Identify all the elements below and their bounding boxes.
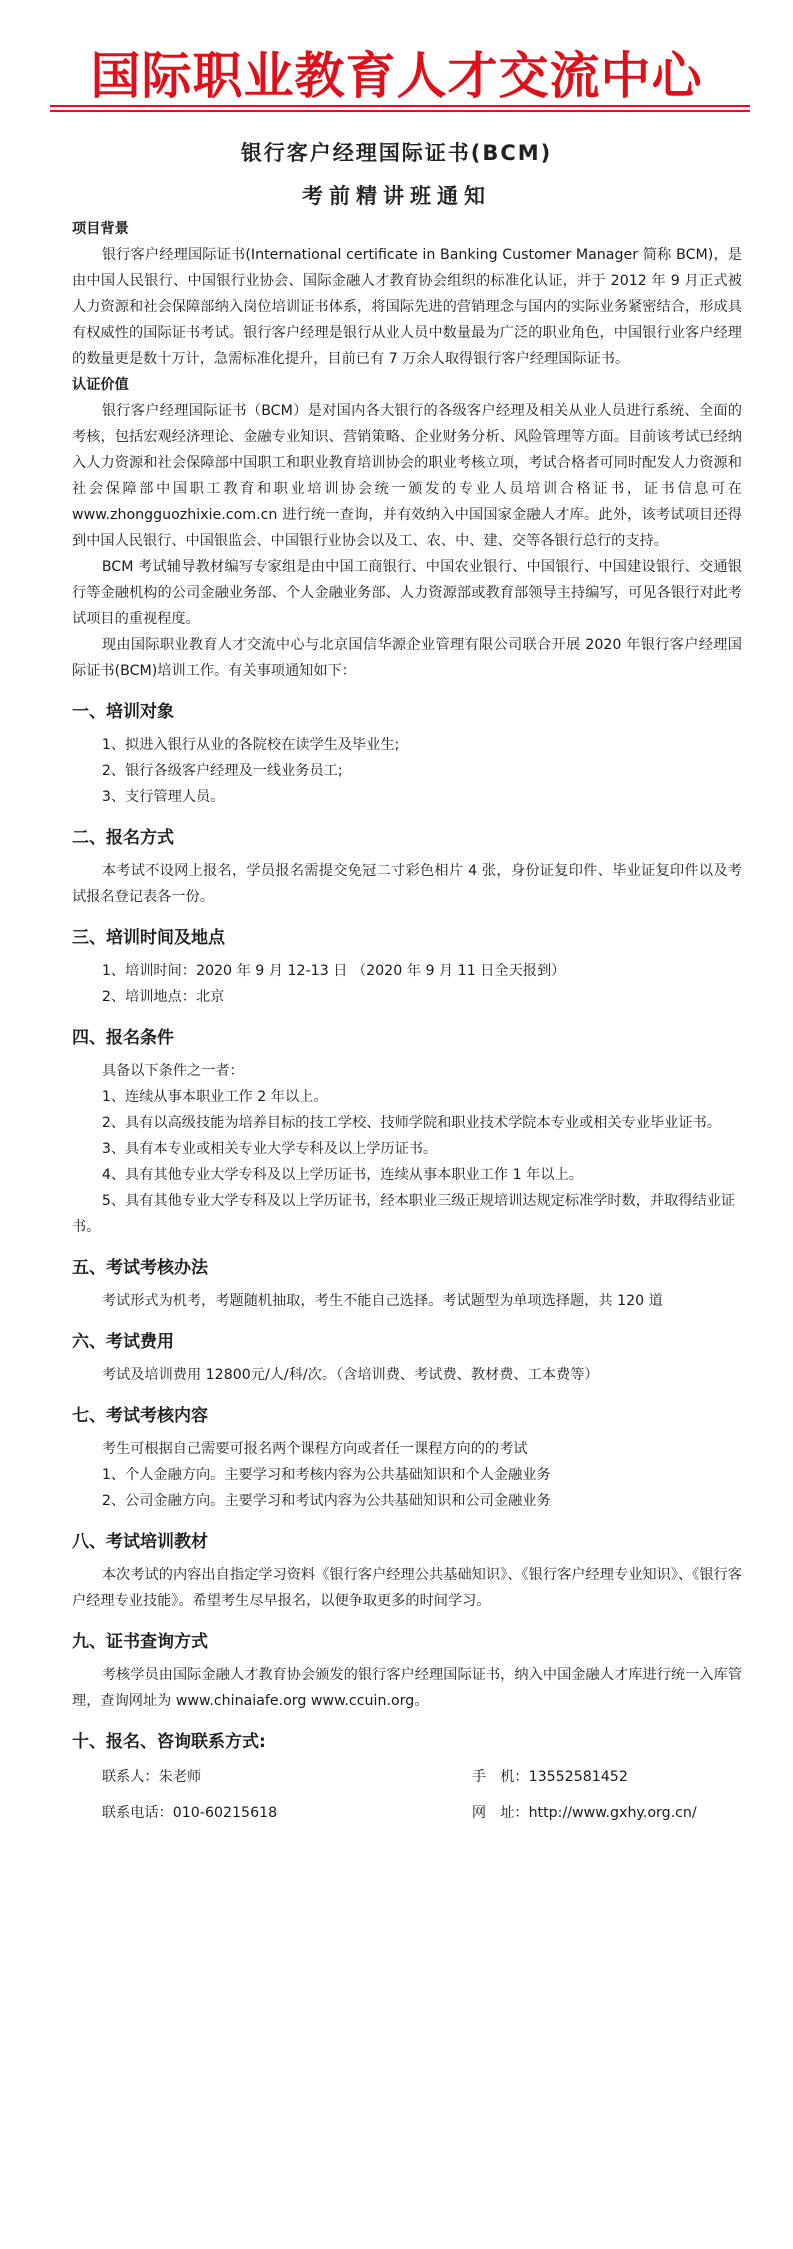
list-item: 4、具有其他专业大学专科及以上学历证书，连续从事本职业工作 1 年以上。: [101, 1167, 583, 1183]
section-heading: 五、考试考核办法: [72, 1258, 208, 1278]
section-heading: 九、证书查询方式: [72, 1632, 208, 1652]
list-item: 5、具有其他专业大学专科及以上学历证书，经本职业三级正规培训达规定标准学时数，并取得结业证书。: [72, 1193, 736, 1235]
org-name: 国际职业教育人才交流中心: [90, 47, 703, 105]
contact-website: 网 址：http://www.gxhy.org.cn/: [471, 1805, 697, 1821]
contact-tel: 联系电话：010-60215618: [101, 1805, 278, 1821]
section-text: 本考试不设网上报名，学员报名需提交免冠二寸彩色相片 4 张，身份证复印件、毕业证复印件以及考试报名登记表各一份。: [72, 863, 742, 905]
header-rule-bottom: [50, 110, 750, 112]
list-item: 3、具有本专业或相关专业大学专科及以上学历证书。: [101, 1141, 438, 1157]
background-heading: 项目背景: [72, 221, 129, 237]
section-heading: 二、报名方式: [72, 828, 174, 848]
section-intro: 具备以下条件之一者：: [101, 1063, 244, 1079]
section-heading: 三、培训时间及地点: [72, 928, 225, 948]
notice-title: 银行客户经理国际证书(BCM): [240, 141, 553, 165]
value-heading: 认证价值: [72, 377, 129, 393]
section-text: 考试及培训费用 12800元/人/科/次。（含培训费、考试费、教材费、工本费等）: [101, 1367, 599, 1383]
list-item: 1、培训时间：2020 年 9 月 12-13 日 （2020 年 9 月 11 日全天报到）: [101, 963, 566, 979]
background-paragraph: 银行客户经理国际证书(International certificate in Banking Customer Manager 简称 BCM)，是由中国人民银行、中国银行业协会、国际金融人才教育协会组织的标准化认证，并于 2012 年 9 月正式被人力资源和社会保障部纳入岗位培训证书体系，将国际先进的营销理念与国内的实际业务紧密结合，形成具有权威性的国际证书考试。银行客户经理是银行从业人员中数量最为广泛的职业角色，中国银行业客户经理的数量更是数十万计，急需标准化提升，目前已有 7 万余人取得银行客户经理国际证书。: [72, 247, 742, 367]
list-item: 1、拟进入银行从业的各院校在读学生及毕业生;: [101, 737, 400, 753]
section-heading: 四、报名条件: [72, 1028, 174, 1048]
list-item: 2、具有以高级技能为培养目标的技工学校、技师学院和职业技术学院本专业或相关专业毕业证书。: [101, 1115, 721, 1131]
header-rule-top: [50, 105, 750, 107]
section-text: 本次考试的内容出自指定学习资料《银行客户经理公共基础知识》、《银行客户经理专业知识》、《银行客户经理专业技能》。希望考生尽早报名，以便争取更多的时间学习。: [72, 1567, 742, 1609]
contact-row: [72, 1798, 742, 1828]
section-heading: 一、培训对象: [72, 702, 174, 722]
contact-person: 联系人：朱老师: [101, 1769, 202, 1785]
section-text: 考试形式为机考，考题随机抽取，考生不能自己选择。考试题型为单项选择题，共 120 道: [101, 1293, 663, 1309]
list-item: 3、支行管理人员。: [101, 789, 225, 805]
list-item: 1、个人金融方向。主要学习和考核内容为公共基础知识和个人金融业务: [101, 1467, 551, 1483]
value-paragraph: 银行客户经理国际证书（BCM）是对国内各大银行的各级客户经理及相关从业人员进行系统、全面的考核，包括宏观经济理论、金融专业知识、营销策略、企业财务分析、风险管理等方面。目前该考试已经纳入人力资源和社会保障部中国职工和职业教育培训协会的职业考核立项，考试合格者可同时配发人力资源和社会保障部中国职工教育和职业培训协会统一颁发的专业人员培训合格证书，证书信息可在 www.zhongguozhixie.com.cn 进行统一查询，并有效纳入中国国家金融人才库。此外，该考试项目还得到中国人民银行、中国银监会、中国银行业协会以及工、农、中、建、交等各银行总行的支持。: [72, 403, 742, 549]
notice-body: [72, 216, 742, 1828]
list-item: 2、公司金融方向。主要学习和考试内容为公共基础知识和公司金融业务: [101, 1493, 551, 1509]
section-heading: 六、考试费用: [72, 1332, 174, 1352]
value-paragraph: 现由国际职业教育人才交流中心与北京国信华源企业管理有限公司联合开展 2020 年银行客户经理国际证书(BCM)培训工作。有关事项通知如下：: [72, 637, 742, 679]
list-item: 1、连续从事本职业工作 2 年以上。: [101, 1089, 328, 1105]
contact-row: [72, 1762, 742, 1792]
section-intro: 考生可根据自己需要可报名两个课程方向或者任一课程方向的的考试: [101, 1441, 528, 1457]
contact-phone: 手 机：13552581452: [471, 1769, 628, 1785]
section-heading: 十、报名、咨询联系方式:: [72, 1732, 266, 1752]
section-heading: 八、考试培训教材: [72, 1532, 208, 1552]
list-item: 2、培训地点：北京: [101, 989, 225, 1005]
notice-subtitle: 考前精讲班通知: [302, 184, 491, 208]
value-paragraph: BCM 考试辅导教材编写专家组是由中国工商银行、中国农业银行、中国银行、中国建设银行、交通银行等金融机构的公司金融业务部、个人金融业务部、人力资源部或教育部领导主持编写，可见各银行对此考试项目的重视程度。: [72, 559, 742, 627]
section-text: 考核学员由国际金融人才教育协会颁发的银行客户经理国际证书，纳入中国金融人才库进行统一入库管理，查询网址为 www.chinaiafe.org www.ccuin.org。: [72, 1667, 742, 1709]
list-item: 2、银行各级客户经理及一线业务员工;: [101, 763, 343, 779]
section-heading: 七、考试考核内容: [72, 1406, 208, 1426]
